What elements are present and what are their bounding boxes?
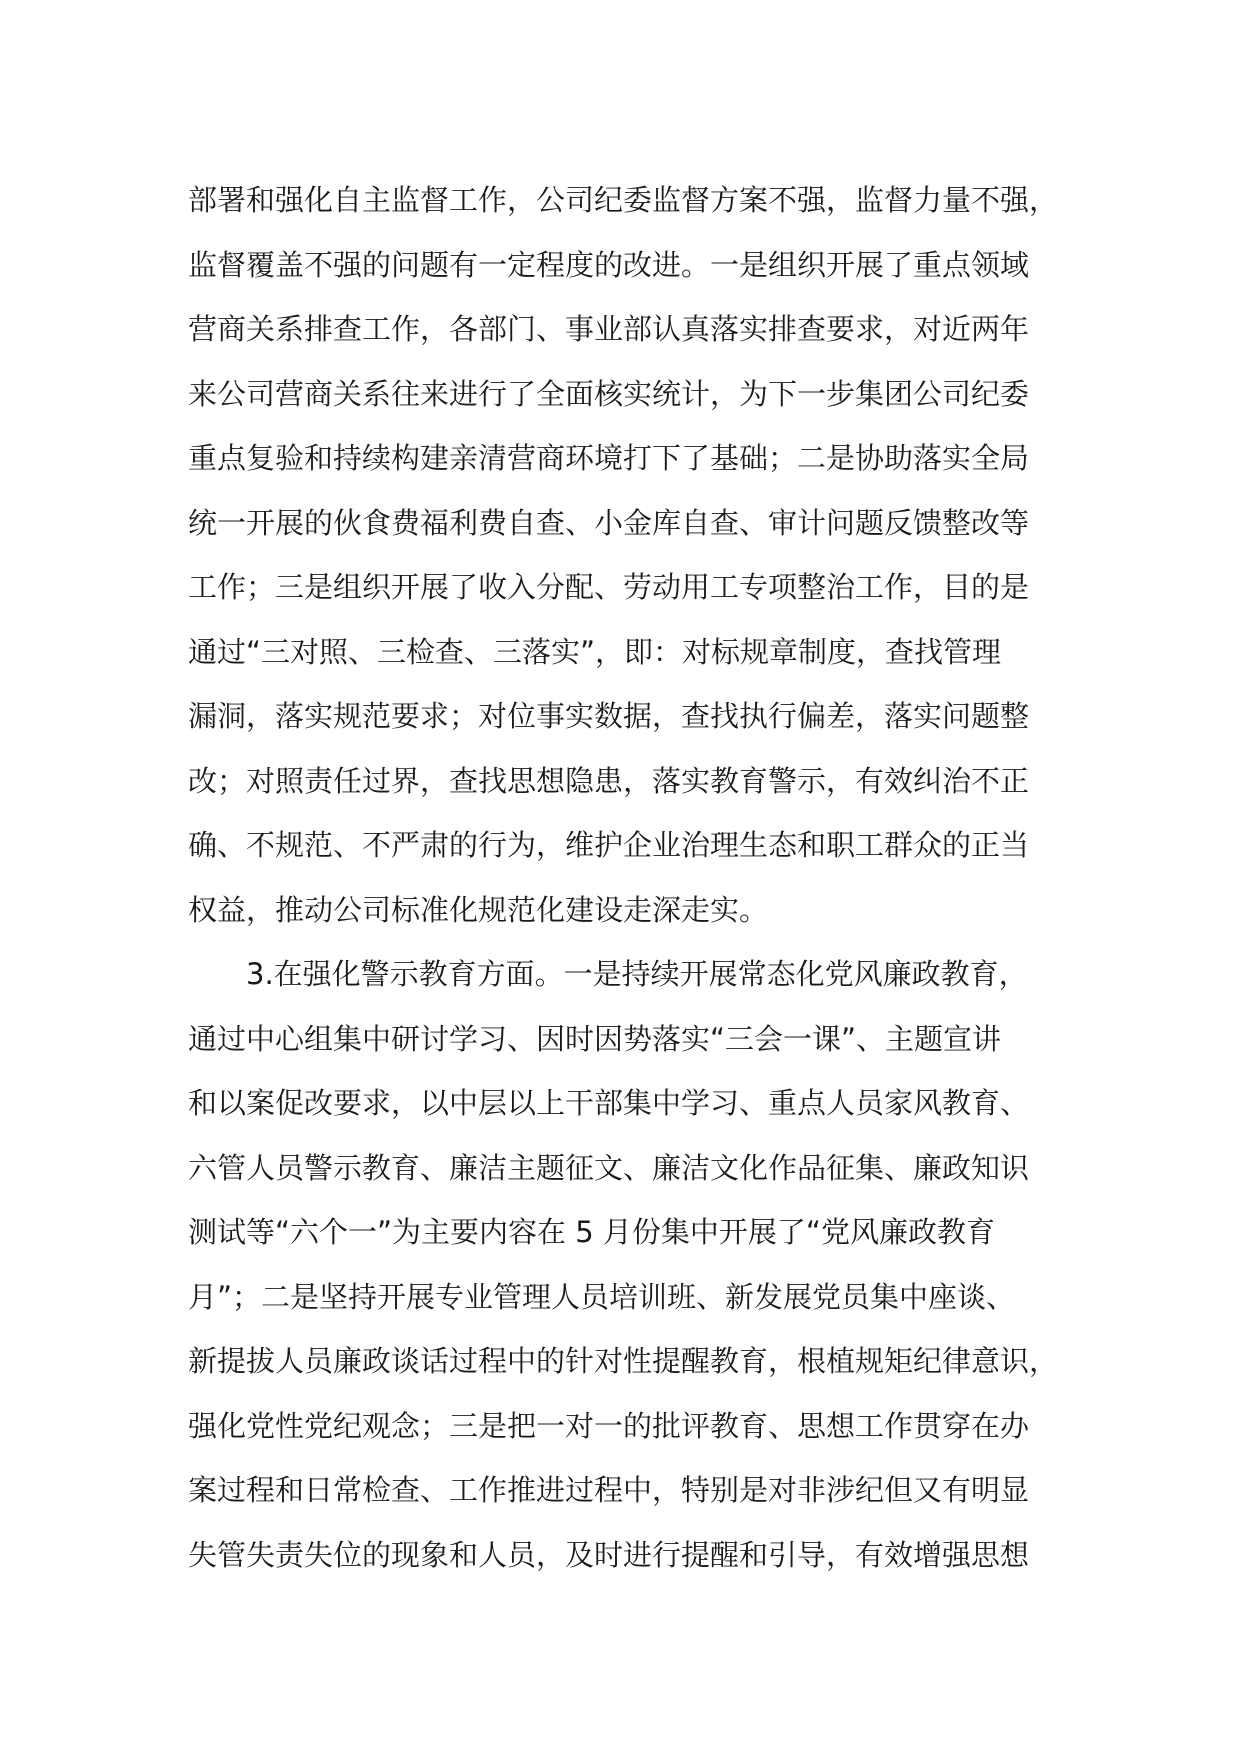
text-line: 案过程和日常检查、工作推进过程中，特别是对非涉纪但又有明显 [188, 1473, 1030, 1507]
text-line: 部署和强化自主监督工作，公司纪委监督方案不强，监督力量不强， [188, 183, 1059, 217]
text-line: 监督覆盖不强的问题有一定程度的改进。一是组织开展了重点领域 [188, 247, 1030, 282]
text-line: 改；对照责任过界，查找思想隐患，落实教育警示，有效纠治不正 [188, 763, 1030, 798]
text-line: 工作；三是组织开展了收入分配、劳动用工专项整治工作，目的是 [188, 570, 1030, 604]
text-line: 强化党性党纪观念；三是把一对一的批评教育、思想工作贯穿在办 [188, 1408, 1030, 1443]
text-line: 来公司营商关系往来进行了全面核实统计，为下一步集团公司纪委 [188, 376, 1030, 411]
text-line: 通过中心组集中研讨学习、因时因势落实“三会一课”、主题宣讲 [188, 1021, 1002, 1056]
text-line: 重点复验和持续构建亲清营商环境打下了基础；二是协助落实全局 [188, 441, 1030, 475]
text-line: 营商关系排查工作，各部门、事业部认真落实排查要求，对近两年 [188, 312, 1030, 346]
text-line: 统一开展的伙食费福利费自查、小金库自查、审计问题反馈整改等 [188, 505, 1030, 540]
text-line: 权益，推动公司标准化规范化建设走深走实。 [188, 892, 769, 927]
text-line: 失管失责失位的现象和人员，及时进行提醒和引导，有效增强思想 [188, 1537, 1030, 1572]
text-line: 测试等“六个一”为主要内容在 5 月份集中开展了“党风廉政教育 [188, 1215, 995, 1249]
text-line: 确、不规范、不严肃的行为，维护企业治理生态和职工群众的正当 [188, 828, 1030, 862]
text-line: 通过“三对照、三检查、三落实”，即：对标规章制度，查找管理 [188, 634, 1002, 669]
document-body [188, 168, 1088, 1587]
text-line: 漏洞，落实规范要求；对位事实数据，查找执行偏差，落实问题整 [188, 699, 1030, 733]
text-line: 月”；二是坚持开展专业管理人员培训班、新发展党员集中座谈、 [188, 1279, 1016, 1314]
text-line: 和以案促改要求，以中层以上干部集中学习、重点人员家风教育、 [188, 1086, 1030, 1120]
text-line: 新提拔人员廉政谈话过程中的针对性提醒教育，根植规矩纪律意识， [188, 1344, 1059, 1378]
section-heading-line: 3.在强化警示教育方面。一是持续开展常态化党风廉政教育， [246, 957, 1028, 991]
text-line: 六管人员警示教育、廉洁主题征文、廉洁文化作品征集、廉政知识 [188, 1150, 1030, 1185]
